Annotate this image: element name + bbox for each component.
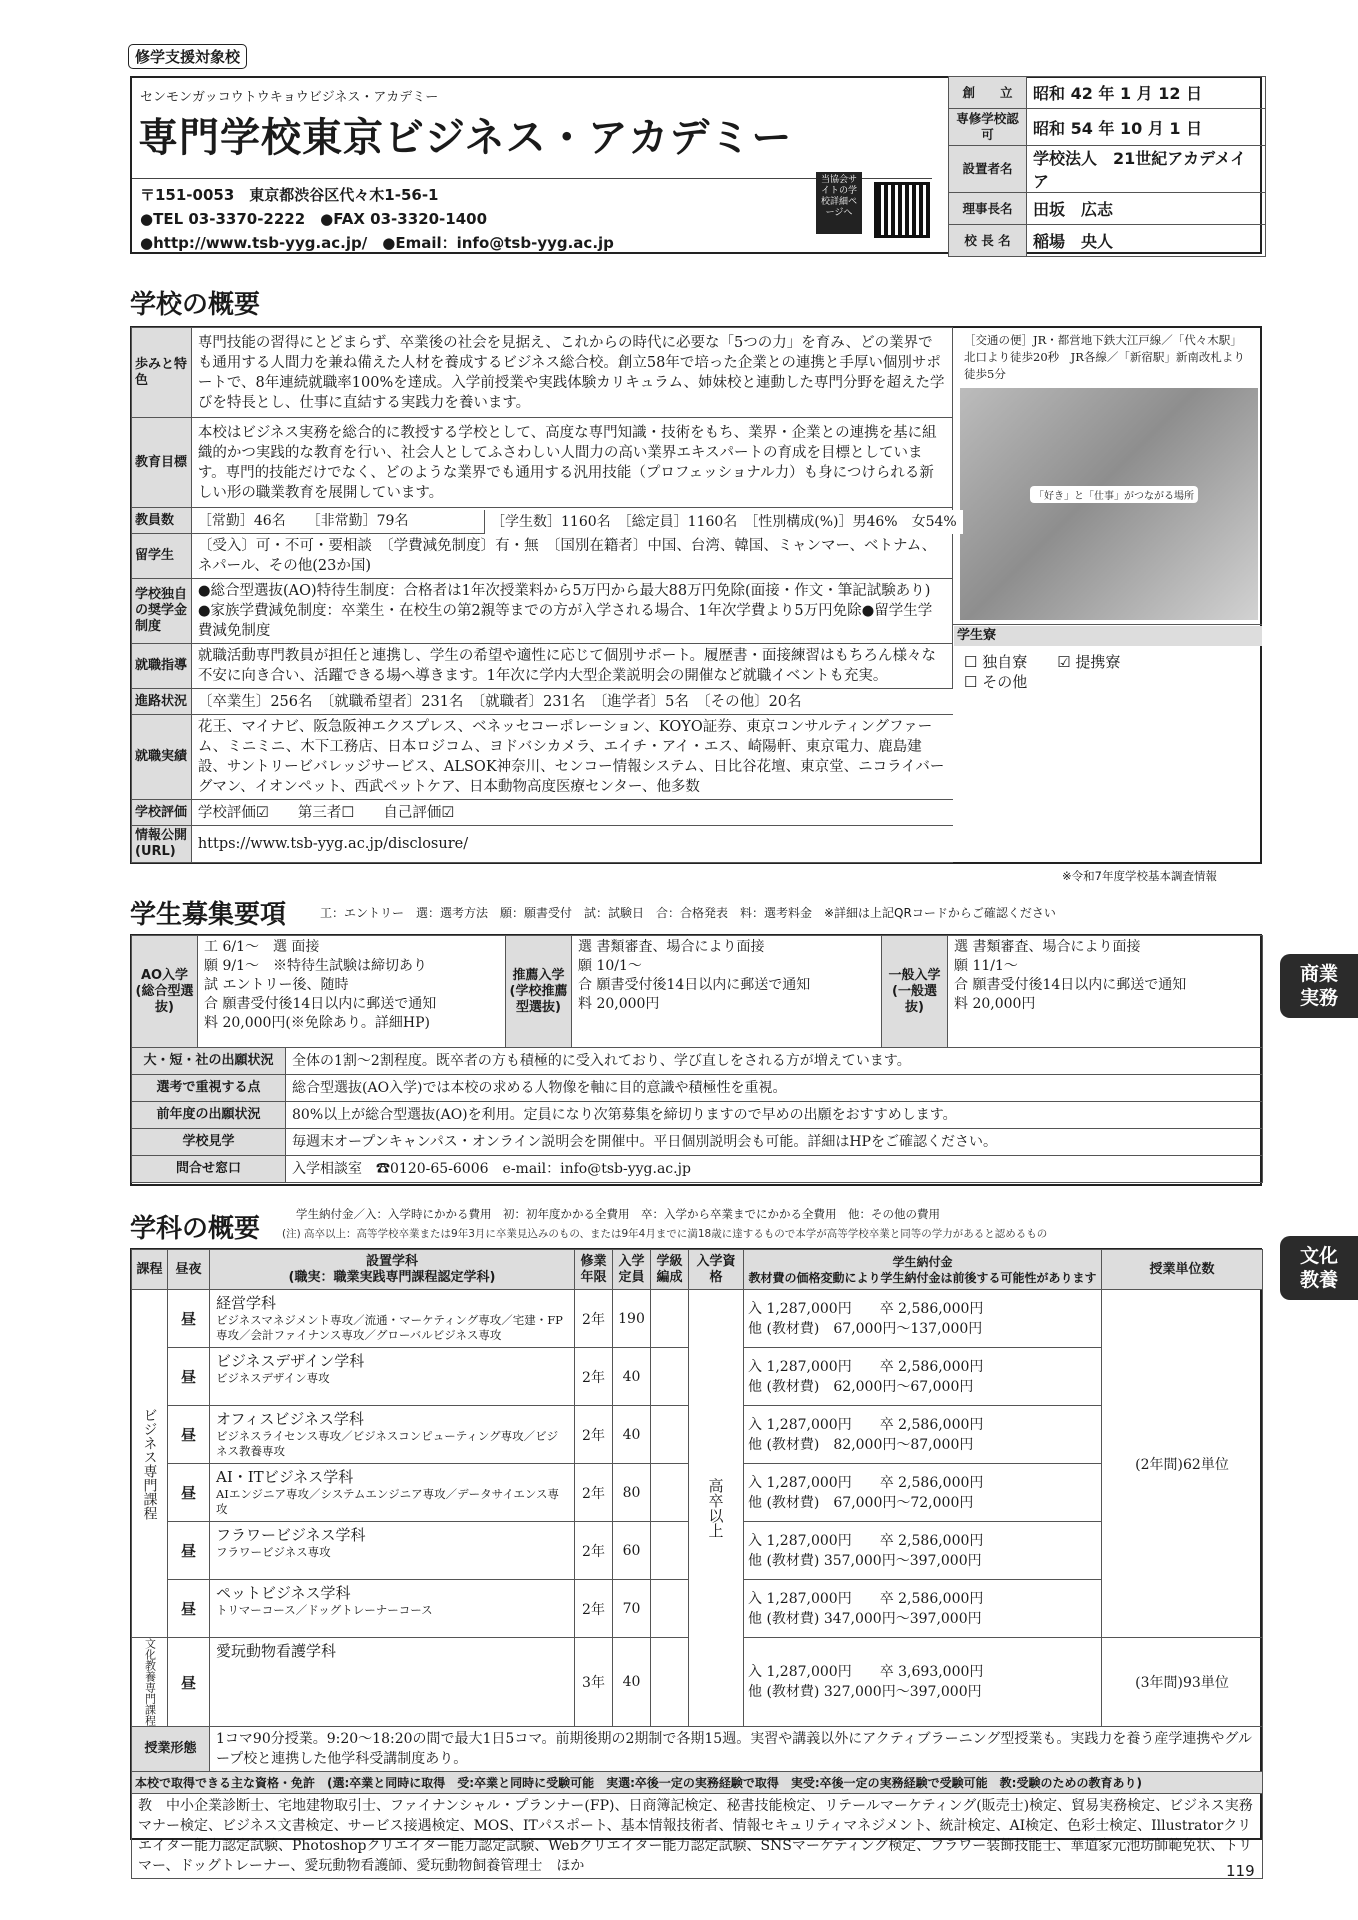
fee-entry: 入 1,287,000円 卒 2,586,000円: [748, 1358, 984, 1375]
fee-other: 他 (教材費) 62,000円～67,000円: [748, 1378, 974, 1395]
lesson-form-row: [132, 1727, 1263, 1772]
section-overview-title: 学校の概要: [130, 290, 261, 320]
recruit-row: [132, 1048, 1263, 1075]
info-key: 創 立: [949, 77, 1027, 109]
fee-other: 他 (教材費) 67,000円～137,000円: [748, 1320, 983, 1337]
fee-entry: 入 1,287,000円 卒 2,586,000円: [748, 1300, 984, 1317]
overview-value: 本校はビジネス実務を総合的に教授する学校として、高度な専門知識・技術をもち、業界・企業との連携を基に組織的かつ実践的な教育を行い、社会人としてふさわしい人間力の高い業界エキスパートの育成を目標としています。専門的技能だけでなく、どのような業界でも通用する汎用技能（プロフェッショナル力）も身につけられる新しい形の職業教育を展開しています。: [191, 418, 952, 508]
info-value: 学校法人 21世紀アカデメイア: [1027, 146, 1266, 193]
tab-culture-label: 文化教養: [1299, 1245, 1338, 1291]
dept-capacity: 40: [613, 1406, 651, 1464]
dept-years: 3年: [575, 1638, 613, 1727]
info-row: [949, 77, 1266, 109]
dept-row: [132, 1290, 1263, 1348]
overview-value: 専門技能の習得にとどまらず、卒業後の社会を見据え、これからの時代に必要な「5つの力」を育み、どの業界でも通用する人間力を兼ね備えた人材を養成するビジネス総合校。創立58年で培った企業との連携と手厚い個別サポートで、8年連続就職率100%を達成。入学前授業や実践体験カリキュラム、姉妹校と連動した専門分野を超えた学びを特長とし、仕事に直結する実践力を養います。: [191, 328, 952, 418]
dept-column-header: 授業単位数: [1102, 1250, 1263, 1290]
dept-column-header: 入学定員: [613, 1250, 651, 1290]
dept-class: [651, 1522, 689, 1580]
tab-culture[interactable]: [1280, 1236, 1358, 1300]
recruit-value[interactable]: 入学相談室 ☎0120-65-6006 e-mail：info@tsb-yyg.ac.jp: [286, 1156, 1263, 1183]
overview-value: ［常勤］46名 ［非常勤］79名: [191, 508, 952, 534]
dorm-label: 学生寮: [954, 626, 1262, 646]
dept-cell: [210, 1580, 575, 1638]
fee-entry: 入 1,287,000円 卒 2,586,000円: [748, 1474, 984, 1491]
overview-row: [132, 534, 953, 579]
ao-detail: 工 6/1～ 選 面接 願 9/1～ ※特待生試験は締切あり 試 エントリー後、随時 合 願書受付後14日以内に郵送で通知 料 20,000円(※免除あり。詳細HP): [198, 936, 506, 1048]
dept-class: [651, 1290, 689, 1348]
dept-fees: [744, 1348, 1102, 1406]
recruit-row: [132, 1129, 1263, 1156]
dept-name: 経営学科: [216, 1294, 277, 1312]
page-number: 119: [1226, 1862, 1255, 1880]
fee-other: 他 (教材費) 357,000円～397,000円: [748, 1552, 982, 1569]
recruit-key: 学校見学: [132, 1129, 286, 1156]
course-label: ビジネス専門課程: [132, 1290, 168, 1638]
dept-majors: トリマーコース／ドッグトレーナーコース: [216, 1603, 433, 1617]
recruit-row: [132, 1156, 1263, 1183]
info-key: 理事長名: [949, 193, 1027, 225]
lesson-form-label: 授業形態: [132, 1727, 210, 1772]
overview-row: [132, 579, 953, 644]
dept-column-header: 昼夜: [168, 1250, 210, 1290]
recruit-key: 選考で重視する点: [132, 1075, 286, 1102]
dept-majors: ビジネスデザイン専攻: [216, 1371, 330, 1385]
info-value: 昭和 54 年 10 月 1 日: [1027, 109, 1266, 146]
entry-qualification: 高卒以上: [689, 1290, 744, 1727]
school-header: [130, 76, 1262, 254]
recruit-key: 問合せ窓口: [132, 1156, 286, 1183]
dept-cell: [210, 1638, 575, 1727]
dept-cell: [210, 1348, 575, 1406]
recruit-legend: 工：エントリー 選：選考方法 願：願書受付 試：試験日 合：合格発表 料：選考料金 ※詳細は上記QRコードからご確認ください: [320, 906, 1056, 920]
dept-class: [651, 1580, 689, 1638]
qr-label: 当協会サイトの学校詳細ページへ: [816, 172, 862, 234]
info-value: 稲場 央人: [1027, 225, 1266, 257]
course-label: 文化教養専門課程: [132, 1638, 168, 1727]
access-info: ［交通の便］JR・都営地下鉄大江戸線／「代々木駅」北口より徒歩20秒 JR各線／「新宿駅」新南改札より徒歩5分: [964, 333, 1245, 381]
dept-capacity: 40: [613, 1638, 651, 1727]
overview-key: 学校独自の奨学金制度: [132, 579, 192, 644]
info-value: 田坂 広志: [1027, 193, 1266, 225]
school-name: 専門学校東京ビジネス・アカデミー: [138, 115, 793, 161]
section-dept-title: 学科の概要: [130, 1214, 261, 1244]
qr-code-icon[interactable]: [874, 182, 930, 238]
dept-time: 昼: [168, 1290, 210, 1348]
overview-key: 情報公開(URL): [132, 826, 192, 863]
info-key: 設置者名: [949, 146, 1027, 193]
overview-key: 学校評価: [132, 800, 192, 826]
lesson-form-text: 1コマ90分授業。9:20～18:20の間で最大1日5コマ。前期後期の2期制で各期15週。実習や講義以外にアクティブラーニング型授業も。実践力を養う産学連携やグループ校と連携した他学科受講制度あり。: [210, 1727, 1263, 1772]
dept-years: 2年: [575, 1290, 613, 1348]
fee-legend: 学生納付金／入：入学時にかかる費用 初：初年度かかる全費用 卒：入学から卒業までにかかる全費用 他：その他の費用: [296, 1207, 940, 1221]
dept-majors: AIエンジニア専攻／システムエンジニア専攻／データサイエンス専攻: [216, 1487, 560, 1516]
survey-note: ※令和7年度学校基本調査情報: [1062, 869, 1217, 883]
info-row: [949, 109, 1266, 146]
overview-key: 教員数: [132, 508, 192, 534]
dept-capacity: 60: [613, 1522, 651, 1580]
dept-majors: フラワービジネス専攻: [216, 1545, 331, 1559]
school-kana: センモンガッコウトウキョウビジネス・アカデミー: [140, 90, 439, 105]
dept-column-header: 修業年限: [575, 1250, 613, 1290]
overview-row: [132, 418, 953, 508]
overview-row: [132, 644, 953, 689]
overview-key: 進路状況: [132, 689, 192, 715]
info-value: 昭和 42 年 1 月 12 日: [1027, 77, 1266, 109]
dept-name: フラワービジネス学科: [216, 1526, 366, 1544]
info-row: [949, 225, 1266, 257]
dept-time: 昼: [168, 1638, 210, 1727]
general-label: 一般入学 (一般選抜): [882, 936, 948, 1048]
dept-name: 愛玩動物看護学科: [216, 1642, 337, 1660]
dept-class: [651, 1406, 689, 1464]
dept-capacity: 80: [613, 1464, 651, 1522]
school-web[interactable]: ●http://www.tsb-yyg.ac.jp/ ●Email：info@tsb-yyg.ac.jp: [140, 234, 614, 252]
recruit-row: [132, 1075, 1263, 1102]
info-key: 校 長 名: [949, 225, 1027, 257]
overview-row: [132, 715, 953, 800]
fee-entry: 入 1,287,000円 卒 3,693,000円: [748, 1664, 984, 1680]
dept-cell: [210, 1522, 575, 1580]
recruit-value: 総合型選抜(AO入学)では本校の求める人物像を軸に目的意識や積極性を重視。: [286, 1075, 1263, 1102]
overview-key: 留学生: [132, 534, 192, 579]
dept-fees: [744, 1580, 1102, 1638]
dept-name: ビジネスデザイン学科: [216, 1352, 365, 1370]
dept-column-header: 学生納付金 教材費の価格変動により学生納付金は前後する可能性があります: [744, 1250, 1102, 1290]
dept-fees: [744, 1406, 1102, 1464]
fee-entry: 入 1,287,000円 卒 2,586,000円: [748, 1416, 984, 1433]
qualification-note: (注) 高卒以上：高等学校卒業または9年3月に卒業見込みのもの、または9年4月までに満18歳に達するもので本学が高等学校卒業と同等の学力があると認めるもの: [282, 1228, 1048, 1240]
info-row: [949, 193, 1266, 225]
dept-years: 2年: [575, 1580, 613, 1638]
recruit-value: 毎週末オープンキャンパス・オンライン説明会を開催中。平日個別説明会も可能。詳細はHPをご確認ください。: [286, 1129, 1263, 1156]
dept-fees: [744, 1522, 1102, 1580]
recruit-value: 全体の1割～2割程度。既卒者の方も積極的に受入れており、学び直しをされる方が増えています。: [286, 1048, 1263, 1075]
dept-fees: [744, 1290, 1102, 1348]
overview-value: 就職活動専門教員が担任と連携し、学生の希望や適性に応じて個別サポート。履歴書・面接練習はもちろん様々な不安に向き合い、活躍できる場へ導きます。1年次に学内大型企業説明会の開催など就職イベントも充実。: [191, 644, 952, 689]
school-info-table: [948, 76, 1266, 257]
overview-key: 教育目標: [132, 418, 192, 508]
recruit-value: 80%以上が総合型選抜(AO)を利用。定員になり次第募集を締切りますので早めの出願をおすすめします。: [286, 1102, 1263, 1129]
dept-years: 2年: [575, 1348, 613, 1406]
overview-row: [132, 689, 953, 715]
dept-capacity: 70: [613, 1580, 651, 1638]
campus-photo: [960, 388, 1258, 620]
photo-caption: 「好き」と「仕事」がつながる場所: [1030, 486, 1198, 503]
fee-other: 他 (教材費) 67,000円～72,000円: [748, 1494, 974, 1511]
school-phone: ●TEL 03-3370-2222 ●FAX 03-3320-1400: [140, 210, 487, 228]
dept-cell: [210, 1406, 575, 1464]
dept-cell: [210, 1464, 575, 1522]
overview-value: 学校評価☑ 第三者☐ 自己評価☑: [191, 800, 952, 826]
license-list: 教 中小企業診断士、宅地建物取引士、ファイナンシャル・プランナー(FP)、日商簿記検定、秘書技能検定、リテールマーケティング(販売士)検定、貿易実務検定、ビジネス実務マナー検定、ビジネス文書検定、サービス接遇検定、MOS、ITパスポート、基本情報技術者、情報セキュリティマネジメント、統計検定、AI検定、色彩士検定、Illustratorクリエイター能力認定試験、Photoshopクリエイター能力認定試験、Webクリエイター能力認定試験、SNSマーケティング検定、フラワー装飾技能士、華道家元池坊師範免状、トリマー、ドッグトレーナー、愛玩動物看護師、愛玩動物飼養管理士 ほか: [132, 1794, 1263, 1879]
overview-value: 花王、マイナビ、阪急阪神エクスプレス、ベネッセコーポレーション、KOYO証券、東京コンサルティングファーム、ミニミニ、木下工務店、日本ロジコム、ヨドバシカメラ、エイチ・アイ・エス、崎陽軒、東京電力、鹿島建設、サントリービバレッジサービス、ALSOK神奈川、センコー情報システム、日比谷花壇、東京堂、ニコライバーグマン、イオンペット、西武ペットケア、日本動物高度医療センター、他多数: [191, 715, 952, 800]
dept-majors: ビジネスライセンス専攻／ビジネスコンピューティング専攻／ビジネス教養専攻: [216, 1429, 559, 1458]
fee-other: 他 (教材費) 347,000円～397,000円: [748, 1610, 982, 1627]
dept-fees: [744, 1464, 1102, 1522]
recruit-key: 前年度の出願状況: [132, 1102, 286, 1129]
recommend-label: 推薦入学 (学校推薦型選抜): [506, 936, 572, 1048]
overview-key: 歩みと特色: [132, 328, 192, 418]
dept-capacity: 40: [613, 1348, 651, 1406]
fee-entry: 入 1,287,000円 卒 2,586,000円: [748, 1532, 984, 1549]
support-badge: 修学支援対象校: [128, 44, 247, 69]
section-recruit-title: 学生募集要項: [130, 900, 287, 930]
dept-years: 2年: [575, 1406, 613, 1464]
fee-other: 他 (教材費) 327,000円～397,000円: [748, 1684, 982, 1700]
dept-years: 2年: [575, 1464, 613, 1522]
overview-row: [132, 328, 953, 418]
recruit-key: 大・短・社の出願状況: [132, 1048, 286, 1075]
dorm-options: ☐ 独自寮 ☑ 提携寮 ☐ その他: [964, 653, 1121, 691]
overview-value: 〔卒業生〕256名 〔就職希望者〕231名 〔就職者〕231名 〔進学者〕5名 〔その他〕20名: [191, 689, 952, 715]
license-head-row: [132, 1772, 1263, 1794]
units: (3年間)93単位: [1102, 1638, 1263, 1727]
dept-time: 昼: [168, 1464, 210, 1522]
dept-column-header: 設置学科 (職実：職業実践専門課程認定学科): [210, 1250, 575, 1290]
dept-name: オフィスビジネス学科: [216, 1410, 364, 1428]
info-key: 専修学校認可: [949, 109, 1027, 146]
dept-name: ペットビジネス学科: [216, 1584, 351, 1602]
fee-other: 他 (教材費) 82,000円～87,000円: [748, 1436, 974, 1453]
overview-row: [132, 800, 953, 826]
dept-column-header: 入学資格: [689, 1250, 744, 1290]
license-row: [132, 1794, 1263, 1879]
dept-time: 昼: [168, 1580, 210, 1638]
dept-time: 昼: [168, 1348, 210, 1406]
units: (2年間)62単位: [1102, 1290, 1263, 1638]
tab-commerce-label: 商業実務: [1299, 963, 1338, 1009]
general-detail: 選 書類審査、場合により面接 願 11/1～ 合 願書受付後14日以内に郵送で通知 料 20,000円: [948, 936, 1263, 1048]
dept-column-header: 学級編成: [651, 1250, 689, 1290]
dept-class: [651, 1638, 689, 1727]
overview-row: [132, 826, 953, 863]
recruit-box: [130, 934, 1262, 1186]
tab-commerce[interactable]: [1280, 954, 1358, 1018]
dept-time: 昼: [168, 1406, 210, 1464]
recruit-row: [132, 1102, 1263, 1129]
dept-class: [651, 1348, 689, 1406]
overview-box: [130, 326, 1262, 864]
license-head: 本校で取得できる主な資格・免許 (選:卒業と同時に取得 受:卒業と同時に受験可能 実選:卒後一定の実務経験で取得 実受:卒後一定の実務経験で受験可能 教:受験のための教育あり): [132, 1772, 1263, 1794]
school-address: 〒151-0053 東京都渋谷区代々木1-56-1: [140, 186, 439, 204]
dept-majors: ビジネスマネジメント専攻／流通・マーケティング専攻／宅建・FP専攻／会計ファイナンス専攻／グローバルビジネス専攻: [216, 1313, 563, 1342]
dept-capacity: 190: [613, 1290, 651, 1348]
dept-fees: [744, 1638, 1102, 1727]
overview-key: 就職実績: [132, 715, 192, 800]
overview-value[interactable]: https://www.tsb-yyg.ac.jp/disclosure/: [191, 826, 952, 863]
dept-years: 2年: [575, 1522, 613, 1580]
dept-time: 昼: [168, 1522, 210, 1580]
fee-entry: 入 1,287,000円 卒 2,586,000円: [748, 1590, 984, 1607]
overview-value: 〔受入〕可・不可・要相談 〔学費減免制度〕有・無 〔国別在籍者〕中国、台湾、韓国、ミャンマー、ベトナム、ネパール、その他(23か国): [191, 534, 952, 579]
recommend-detail: 選 書類審査、場合により面接 願 10/1～ 合 願書受付後14日以内に郵送で通知 料 20,000円: [572, 936, 882, 1048]
student-count: ［学生数］1160名 ［総定員］1160名 ［性別構成(%)］男46% 女54%: [484, 510, 963, 534]
dept-cell: [210, 1290, 575, 1348]
info-row: [949, 146, 1266, 193]
ao-label: AO入学 (総合型選抜): [132, 936, 198, 1048]
overview-value: ●総合型選抜(AO)特待生制度：合格者は1年次授業料から5万円から最大88万円免除(面接・作文・筆記試験あり) ●家族学費減免制度：卒業生・在校生の第2親等までの方が入学される場合、1年次学費より5万円免除●留学生学費減免制度: [191, 579, 952, 644]
dept-name: AI・ITビジネス学科: [216, 1468, 354, 1486]
dept-column-header: 課程: [132, 1250, 168, 1290]
dept-class: [651, 1464, 689, 1522]
overview-key: 就職指導: [132, 644, 192, 689]
